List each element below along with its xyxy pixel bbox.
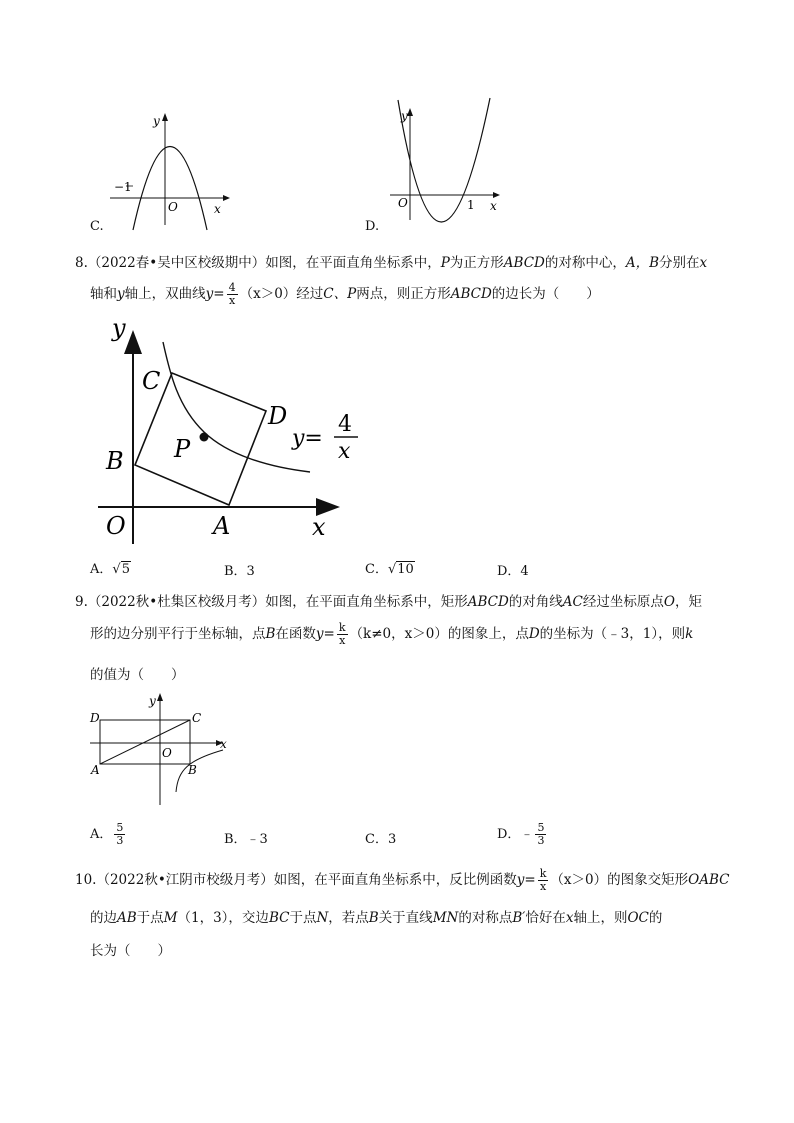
label-x: x (312, 513, 326, 541)
origin-label: O (168, 200, 178, 214)
neg-one-label: −1 (114, 180, 132, 194)
q9-option-b[interactable]: B．﹣3 (224, 832, 268, 847)
label-x: x (220, 737, 227, 751)
q8-option-d[interactable]: D．4 (497, 564, 529, 579)
equation-num: 4 (338, 412, 352, 437)
q10-stem-line2: 的边AB于点M（1，3），交边BC于点N，若点B关于直线MN的对称点B′恰好在x轴上，则OC的 (90, 910, 663, 926)
x-axis-arrow (223, 195, 230, 201)
q7-option-c-label[interactable]: C. (90, 219, 104, 234)
q8-stem-line1: 8.（2022春•吴中区校级期中）如图，在平面直角坐标系中，P为正方形ABCD的对称中心，A，B分别在x (75, 255, 708, 271)
parabola-curve (398, 98, 490, 222)
y-axis-arrow (124, 330, 142, 354)
label-o: O (162, 746, 172, 760)
q10-fraction: $\frac{k}{x}$ (539, 867, 547, 893)
one-label: 1 (467, 198, 475, 212)
q7-option-c-graph (88, 95, 238, 235)
q8-option-a[interactable]: A．√5 (90, 562, 130, 577)
point-p (200, 433, 209, 442)
parabola-curve (133, 147, 207, 231)
q8-option-b[interactable]: B．3 (224, 564, 255, 579)
label-d: D (90, 711, 100, 725)
q9-option-d[interactable]: D．﹣ $\frac{5}{3}$ (497, 821, 545, 847)
q8-figure (98, 312, 378, 544)
q9-figure (88, 690, 238, 808)
hyperbola-curve (176, 750, 223, 792)
y-axis-arrow (157, 693, 163, 701)
equation-y: y= (292, 426, 323, 451)
q9-stem-line3: 的值为（ ） (90, 667, 185, 683)
diagonal-ac (100, 720, 190, 764)
y-label: y (153, 114, 160, 128)
label-y: y (112, 314, 126, 342)
q7-option-d-label[interactable]: D. (365, 219, 380, 234)
equation-den: x (338, 439, 351, 464)
q8-stem-line2: 轴和y轴上，双曲线y= $\frac{4}{x}$ （x＞0）经过C、P两点，则正方形ABCD的边长为（ ） (90, 281, 600, 307)
q9-stem-line1: 9.（2022秋•杜集区校级月考）如图，在平面直角坐标系中，矩形ABCD的对角线AC经过坐标原点O，矩 (75, 594, 702, 610)
label-p: P (174, 435, 191, 463)
origin-label: O (398, 196, 408, 210)
label-o: O (106, 512, 126, 540)
y-axis-arrow (162, 113, 168, 121)
q7-option-d-graph (388, 95, 518, 235)
label-b: B (106, 447, 124, 475)
label-y: y (149, 694, 156, 708)
q9-option-c[interactable]: C．3 (365, 832, 397, 847)
q9-stem-line2: 形的边分别平行于坐标轴，点B在函数y= $\frac{k}{x}$ （k≠0，x＞0）的图象上，点D的坐标为（﹣3，1），则k (90, 621, 694, 647)
label-c: C (192, 711, 202, 725)
x-label: x (214, 202, 221, 216)
label-b: B (188, 763, 197, 777)
x-axis-arrow (493, 192, 500, 198)
label-d: D (268, 402, 288, 430)
q9-fraction: $\frac{k}{x}$ (338, 621, 346, 647)
y-label: y (401, 109, 408, 123)
q10-stem-line3: 长为（ ） (90, 943, 171, 959)
label-c: C (142, 367, 161, 395)
q9-option-a[interactable]: A． $\frac{5}{3}$ (90, 821, 124, 847)
q8-fraction: $\frac{4}{x}$ (228, 281, 236, 307)
q10-stem-line1: 10.（2022秋•江阴市校级月考）如图，在平面直角坐标系中，反比例函数y= $\frac{k}{x}$ （x＞0）的图象交矩形OABC (75, 867, 730, 893)
label-a: A (91, 763, 100, 777)
x-label: x (490, 199, 497, 213)
q8-option-c[interactable]: C．√10 (365, 562, 414, 577)
y-axis-arrow (407, 108, 413, 116)
label-a: A (213, 512, 231, 540)
